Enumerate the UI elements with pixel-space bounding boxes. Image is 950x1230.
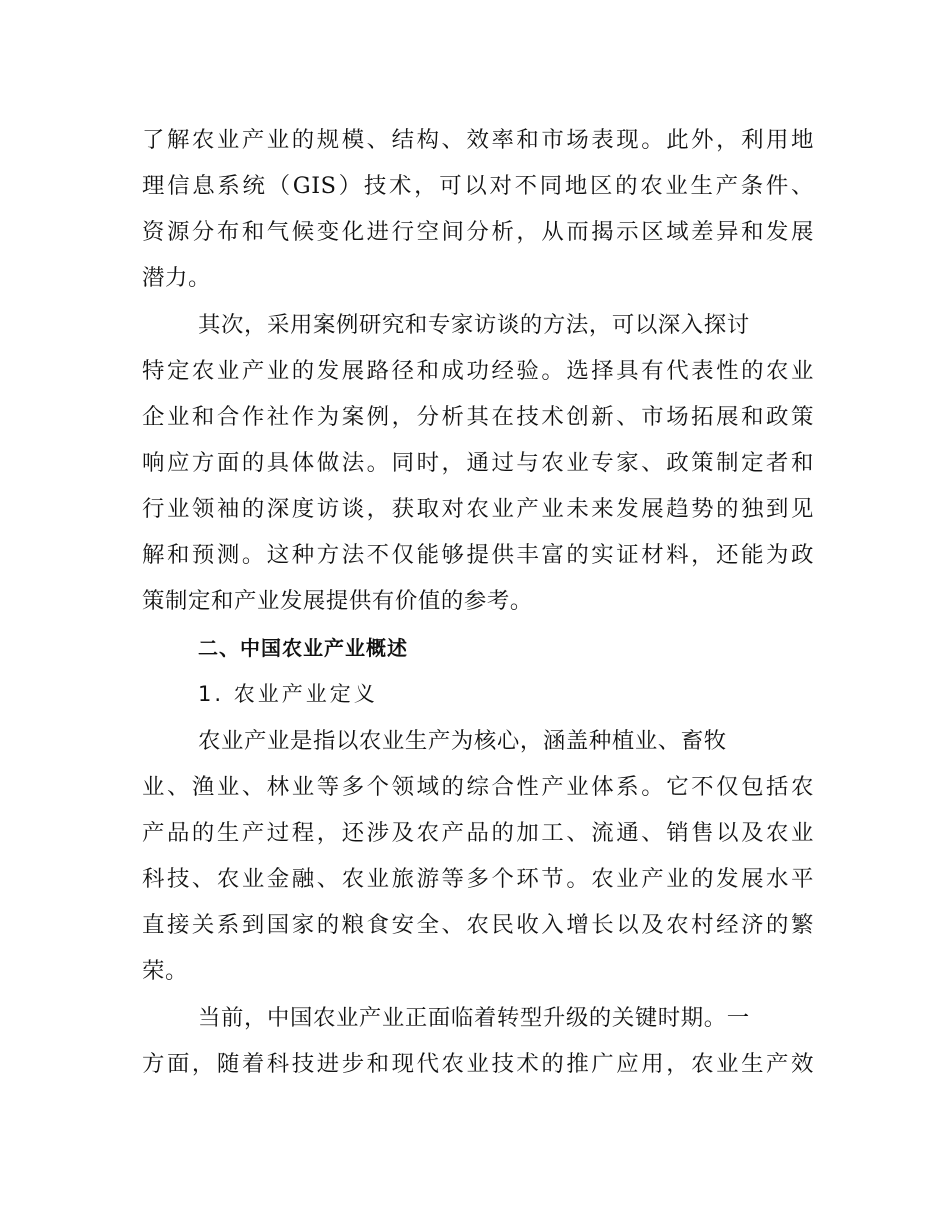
paragraph-line: 业、渔业、林业等多个领域的综合性产业体系。它不仅包括农 (142, 774, 814, 800)
paragraph-line: 潜力。 (142, 265, 211, 291)
paragraph-line: 响应方面的具体做法。同时，通过与农业专家、政策制定者和 (142, 450, 814, 476)
section-heading: 二、中国农业产业概述 (198, 636, 408, 660)
paragraph-line: 资源分布和气候变化进行空间分析，从而揭示区域差异和发展 (142, 219, 814, 245)
paragraph-line: 荣。 (142, 958, 188, 984)
paragraph-line: 了解农业产业的规模、结构、效率和市场表现。此外，利用地 (142, 127, 814, 153)
paragraph-line: 方面，随着科技进步和现代农业技术的推广应用，农业生产效 (142, 1051, 814, 1077)
paragraph-line: 农业产业是指以农业生产为核心，涵盖种植业、畜牧 (198, 728, 727, 754)
paragraph-line: 策制定和产业发展提供有价值的参考。 (142, 588, 533, 614)
paragraph-line: 解和预测。这种方法不仅能够提供丰富的实证材料，还能为政 (142, 542, 814, 568)
subsection-heading: 1. 农业产业定义 (198, 682, 378, 706)
paragraph-line: 特定农业产业的发展路径和成功经验。选择具有代表性的农业 (142, 358, 814, 384)
paragraph-line: 理信息系统（GIS）技术，可以对不同地区的农业生产条件、 (142, 173, 814, 199)
paragraph-line: 科技、农业金融、农业旅游等多个环节。农业产业的发展水平 (142, 866, 814, 892)
paragraph-line: 直接关系到国家的粮食安全、农民收入增长以及农村经济的繁 (142, 912, 814, 938)
paragraph-line: 行业领袖的深度访谈，获取对农业产业未来发展趋势的独到见 (142, 496, 814, 522)
paragraph-line: 企业和合作社作为案例，分析其在技术创新、市场拓展和政策 (142, 404, 814, 430)
paragraph-line: 其次，采用案例研究和专家访谈的方法，可以深入探讨 (198, 312, 750, 338)
paragraph-line: 产品的生产过程，还涉及农产品的加工、流通、销售以及农业 (142, 820, 814, 846)
paragraph-line: 当前，中国农业产业正面临着转型升级的关键时期。一 (198, 1005, 750, 1031)
